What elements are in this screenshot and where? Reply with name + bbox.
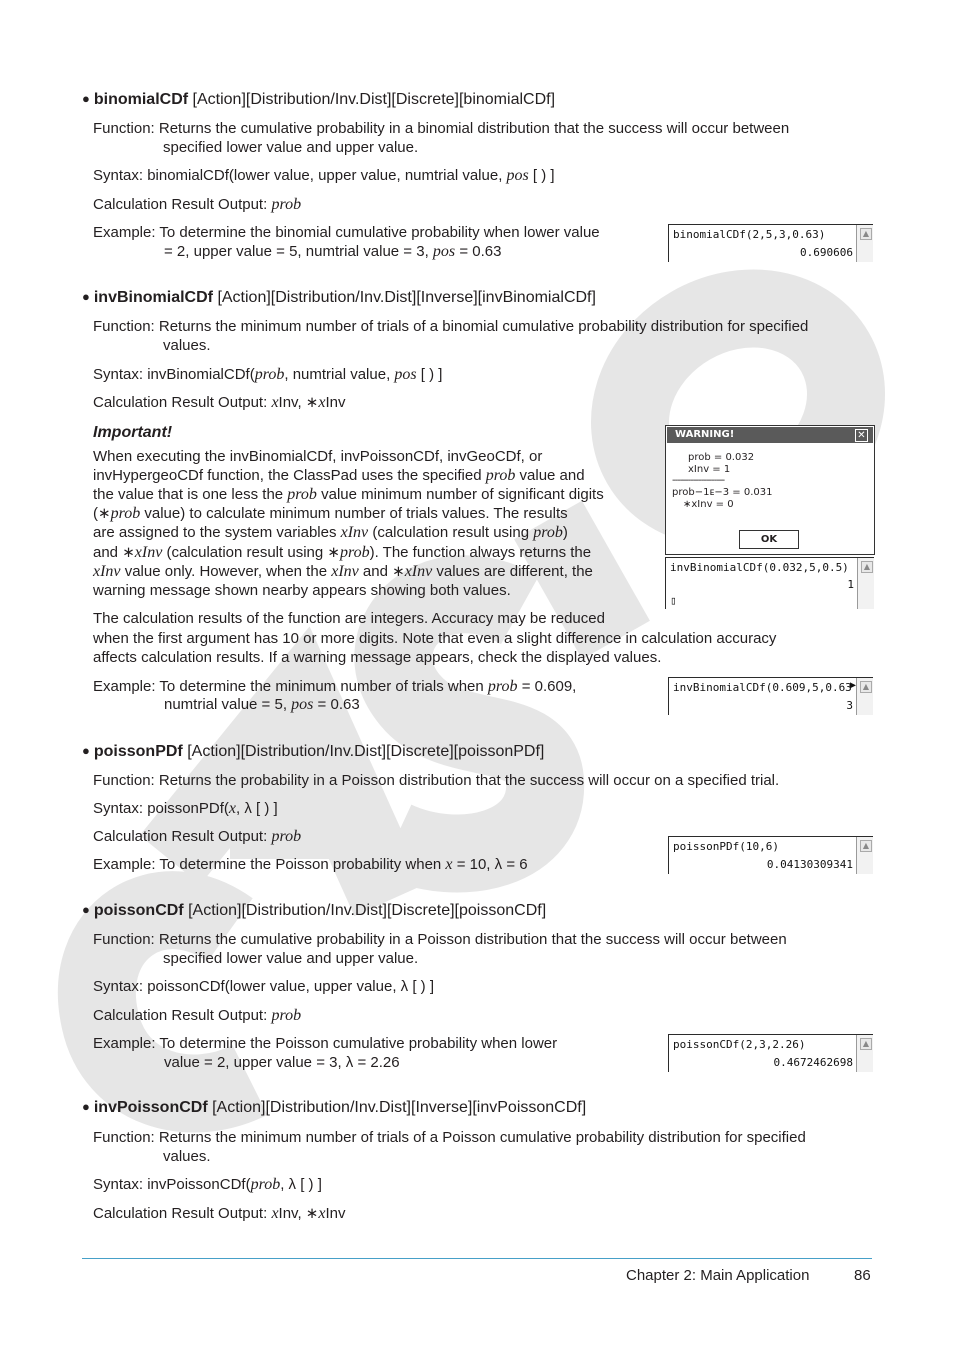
poissoncdf-menu-path: [Action][Distribution/Inv.Dist][Discrete][poissonCDf] <box>188 902 547 919</box>
screen-cursor[interactable]: ▯ <box>670 594 677 607</box>
warning-line: prob−1ᴇ−3 = 0.031 <box>672 487 773 498</box>
footer-rule <box>82 1258 872 1259</box>
ok-button[interactable]: OK <box>739 530 799 549</box>
important-text: (calculation result using <box>368 524 534 541</box>
close-icon[interactable]: ✕ <box>855 429 868 442</box>
important-variable: prob <box>339 544 370 561</box>
important-text: the value that is one less the <box>93 486 288 503</box>
screen-input: binomialCDf(2,5,3,0.63) <box>673 228 826 241</box>
scroll-up-icon[interactable]: ▲ <box>860 681 872 693</box>
output-variable: x <box>318 1205 326 1222</box>
binomialcdf-output <box>93 195 301 214</box>
screen-input: poissonCDf(2,3,2.26) <box>673 1038 806 1051</box>
important-variable: xInv <box>340 524 369 541</box>
important-line: warning message shown nearby appears showing both values. <box>93 582 511 599</box>
important-line <box>93 466 585 485</box>
important-text: invHypergeoCDf function, the ClassPad uses the specified <box>93 467 486 484</box>
example-text: = 0.63 <box>455 243 502 260</box>
bullet-icon: ● <box>82 902 90 917</box>
accuracy-line: affects calculation results. If a warning message appears, check the displayed values. <box>93 649 662 666</box>
screen-input: poissonPDf(10,6) <box>673 840 779 853</box>
syntax-text: , λ [ ) ] <box>280 1176 322 1193</box>
important-text: value and <box>515 467 585 484</box>
poissonpdf-menu-path: [Action][Distribution/Inv.Dist][Discrete][poissonPDf] <box>187 743 545 760</box>
screen-scrollbar[interactable] <box>857 558 874 609</box>
invbinomialcdf-screen-1 <box>665 557 874 609</box>
invbinomialcdf-screen-2 <box>668 677 873 715</box>
important-variable: xInv <box>134 544 163 561</box>
binomialcdf-menu-path: [Action][Distribution/Inv.Dist][Discrete][binomialCDf] <box>192 91 556 108</box>
important-line <box>93 523 568 542</box>
important-variable: prob <box>533 524 563 541</box>
important-text: and ∗ <box>93 544 135 561</box>
screen-scrollbar[interactable] <box>856 837 873 874</box>
footer-chapter: Chapter 2: Main Application <box>626 1267 810 1284</box>
example-text: = 2, upper value = 5, numtrial value = 3, <box>164 243 433 260</box>
output-variable: x <box>271 394 279 411</box>
invpoissoncdf-function: Function: Returns the minimum number of trials of a Poisson cumulative probability distribution for specified <box>93 1129 806 1146</box>
output-label: Calculation Result Output: <box>93 196 272 213</box>
invbinomialcdf-example <box>93 677 576 696</box>
syntax-text: [ ) ] <box>416 366 443 383</box>
invbinomialcdf-output <box>93 393 345 412</box>
important-variable: prob <box>110 505 141 522</box>
screen-input: invBinomialCDf(0.032,5,0.5) <box>670 561 849 574</box>
accuracy-line: The calculation results of the function are integers. Accuracy may be reduced <box>93 610 605 627</box>
invbinomialcdf-heading <box>82 288 596 307</box>
output-variable: prob <box>271 1007 302 1024</box>
warning-separator: -------------------- <box>672 475 725 486</box>
syntax-text: , numtrial value, <box>284 366 395 383</box>
poissonpdf-output <box>93 827 301 846</box>
example-variable: pos <box>291 696 314 713</box>
important-variable: xInv <box>404 563 433 580</box>
scroll-up-icon[interactable]: ▲ <box>860 840 872 852</box>
important-variable: prob <box>485 467 516 484</box>
example-text: = 0.609, <box>517 678 577 695</box>
example-variable: x <box>445 856 453 873</box>
poissonpdf-function: Function: Returns the probability in a Poisson distribution that the success will occur on a specified trial. <box>93 772 780 789</box>
output-variable: prob <box>271 828 302 845</box>
example-text: = 0.63 <box>313 696 360 713</box>
output-label: Calculation Result Output: <box>93 1007 272 1024</box>
binomialcdf-syntax <box>93 166 555 185</box>
example-text: = 10, λ = 6 <box>452 856 528 873</box>
example-variable: prob <box>487 678 518 695</box>
important-line <box>93 562 593 581</box>
binomialcdf-name: binomialCDf <box>93 91 189 108</box>
output-variable: x <box>271 1205 279 1222</box>
syntax-variable: pos <box>394 366 417 383</box>
syntax-variable: pos <box>506 167 529 184</box>
warning-title: WARNING! <box>667 427 873 443</box>
screen-output: 0.690606 <box>800 246 853 259</box>
screen-output: 3 <box>846 699 853 712</box>
syntax-text: Syntax: invBinomialCDf( <box>93 366 255 383</box>
bullet-icon: ● <box>82 743 90 758</box>
binomialcdf-example: Example: To determine the binomial cumulative probability when lower value <box>93 224 600 241</box>
binomialcdf-screen <box>668 224 873 262</box>
binomialcdf-heading <box>82 90 555 109</box>
example-text: Example: To determine the Poisson probability when <box>93 856 446 873</box>
important-text: ) <box>562 524 568 541</box>
important-heading: Important! <box>93 424 173 441</box>
important-text: are assigned to the system variables <box>93 524 341 541</box>
output-text: Inv, ∗ <box>278 394 319 411</box>
screen-output: 1 <box>847 578 854 591</box>
important-text: value) to calculate minimum number of trials values. The results <box>140 505 568 522</box>
important-text: value only. However, when the <box>120 563 332 580</box>
important-text: (calculation result using ∗ <box>162 544 340 561</box>
important-text: and ∗ <box>358 563 405 580</box>
syntax-variable: prob <box>250 1176 281 1193</box>
bullet-icon: ● <box>82 1099 90 1114</box>
invbinomialcdf-example-cont <box>164 695 360 714</box>
important-line <box>93 543 591 562</box>
poissonpdf-screen <box>668 836 873 874</box>
syntax-text: Syntax: binomialCDf(lower value, upper value, numtrial value, <box>93 167 507 184</box>
invbinomialcdf-name: invBinomialCDf <box>93 289 213 306</box>
poissoncdf-output <box>93 1006 301 1025</box>
syntax-text: , λ [ ) ] <box>236 800 278 817</box>
screen-output: 0.4672462698 <box>773 1056 853 1069</box>
important-line <box>93 504 568 523</box>
bullet-icon: ● <box>82 91 90 106</box>
accuracy-line: when the first argument has 10 or more digits. Note that even a slight difference in calculation accuracy <box>93 630 777 647</box>
output-text: Inv <box>325 1205 346 1222</box>
screen-scrollbar[interactable] <box>856 1035 873 1072</box>
important-variable: xInv <box>331 563 359 580</box>
screen-scrollbar[interactable] <box>856 225 873 262</box>
important-text: value minimum number of significant digits <box>316 486 604 503</box>
example-variable: pos <box>432 243 456 260</box>
invbinomialcdf-menu-path: [Action][Distribution/Inv.Dist][Inverse][invBinomialCDf] <box>217 289 596 306</box>
warning-line: prob = 0.032 <box>688 452 755 463</box>
output-text: Inv, ∗ <box>278 1205 319 1222</box>
important-text: ). The function always returns the <box>369 544 592 561</box>
invpoissoncdf-function-cont: values. <box>163 1148 211 1165</box>
important-line: When executing the invBinomialCDf, invPoissonCDf, invGeoCDf, or <box>93 448 543 465</box>
invpoissoncdf-syntax <box>93 1175 322 1194</box>
syntax-text: Syntax: poissonPDf( <box>93 800 229 817</box>
warning-dialog <box>665 425 875 555</box>
invbinomialcdf-syntax <box>93 365 442 384</box>
poissoncdf-example: Example: To determine the Poisson cumulative probability when lower <box>93 1035 558 1052</box>
warning-line: xInv = 1 <box>688 464 731 475</box>
poissonpdf-example <box>93 855 528 874</box>
output-variable: prob <box>271 196 302 213</box>
output-text: Inv <box>325 394 346 411</box>
invbinomialcdf-function-cont: values. <box>163 337 211 354</box>
poissoncdf-syntax: Syntax: poissonCDf(lower value, upper value, λ [ ) ] <box>93 978 434 995</box>
bullet-icon: ● <box>82 289 90 304</box>
syntax-text: [ ) ] <box>528 167 555 184</box>
poissonpdf-syntax <box>93 799 278 818</box>
poissoncdf-example-cont: value = 2, upper value = 3, λ = 2.26 <box>164 1054 400 1071</box>
scroll-up-icon[interactable]: ▲ <box>860 228 872 240</box>
important-line <box>93 485 604 504</box>
binomialcdf-function: Function: Returns the cumulative probability in a binomial distribution that the success will occur between <box>93 120 790 137</box>
invbinomialcdf-function: Function: Returns the minimum number of trials of a binomial cumulative probability distribution for specified <box>93 318 809 335</box>
page-number: 86 <box>854 1267 871 1284</box>
poissonpdf-heading <box>82 742 544 761</box>
example-text: numtrial value = 5, <box>164 696 292 713</box>
poissoncdf-screen <box>668 1034 873 1072</box>
screen-scrollbar[interactable] <box>856 678 873 715</box>
invpoissoncdf-name: invPoissonCDf <box>93 1099 208 1116</box>
binomialcdf-example-cont <box>164 242 501 261</box>
warning-line: ∗xInv = 0 <box>683 499 734 510</box>
scroll-up-icon[interactable]: ▲ <box>861 561 873 573</box>
output-label: Calculation Result Output: <box>93 394 272 411</box>
scroll-right-icon[interactable]: ▶ <box>849 680 856 691</box>
screen-output: 0.04130309341 <box>766 858 853 871</box>
important-text: values are different, the <box>432 563 593 580</box>
screen-input: invBinomialCDf(0.609,5,0.63 <box>673 681 852 694</box>
output-label: Calculation Result Output: <box>93 1205 272 1222</box>
invpoissoncdf-heading <box>82 1098 586 1117</box>
poissoncdf-name: poissonCDf <box>93 902 184 919</box>
invpoissoncdf-menu-path: [Action][Distribution/Inv.Dist][Inverse][invPoissonCDf] <box>212 1099 587 1116</box>
poissoncdf-function: Function: Returns the cumulative probability in a Poisson distribution that the success will occur between <box>93 931 787 948</box>
important-text: (∗ <box>93 505 111 522</box>
important-variable: prob <box>287 486 317 503</box>
syntax-variable: prob <box>254 366 285 383</box>
poissoncdf-heading <box>82 901 546 920</box>
example-text: Example: To determine the minimum number of trials when <box>93 678 488 695</box>
syntax-text: Syntax: invPoissonCDf( <box>93 1176 251 1193</box>
important-variable: xInv <box>93 563 121 580</box>
syntax-variable: x <box>228 800 237 817</box>
invpoissoncdf-output <box>93 1204 345 1223</box>
scroll-up-icon[interactable]: ▲ <box>860 1038 872 1050</box>
poissonpdf-name: poissonPDf <box>93 743 183 760</box>
poissoncdf-function-cont: specified lower value and upper value. <box>163 950 419 967</box>
output-label: Calculation Result Output: <box>93 828 272 845</box>
binomialcdf-function-cont: specified lower value and upper value. <box>163 139 419 156</box>
output-variable: x <box>318 394 326 411</box>
